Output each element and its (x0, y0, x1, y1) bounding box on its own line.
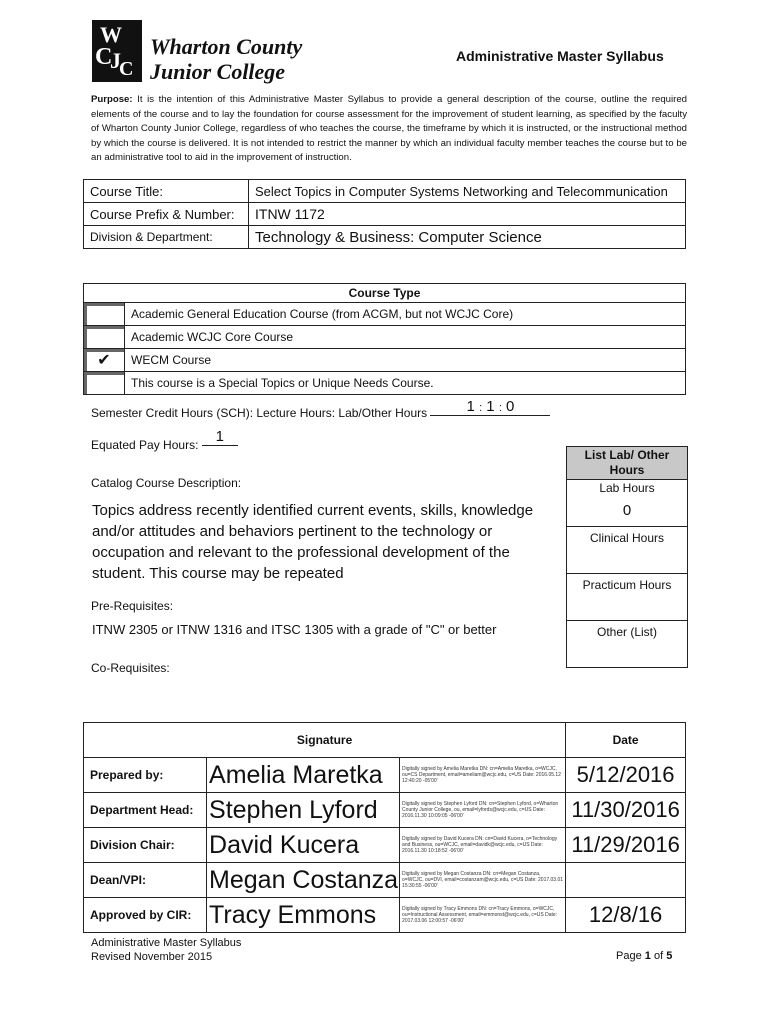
signature-date (566, 863, 686, 898)
date-column-header: Date (566, 723, 686, 758)
course-type-checkbox[interactable] (84, 303, 125, 326)
other-hours-label: Other (List) (567, 620, 687, 643)
college-logo-mark (92, 20, 142, 82)
catalog-label: Catalog Course Description: (91, 476, 242, 490)
signature-row (84, 898, 686, 933)
footer-left (91, 936, 241, 964)
coreq-label: Co-Requisites: (91, 661, 170, 675)
practicum-hours-label: Practicum Hours (567, 573, 687, 620)
sch-line (91, 398, 550, 422)
signature-table (83, 722, 686, 933)
division-label: Division & Department: (84, 226, 249, 249)
logo-letter-w: W (100, 22, 122, 47)
equated-value: 1 (202, 428, 238, 446)
clinical-hours-label: Clinical Hours (567, 526, 687, 573)
sch-label: Semester Credit Hours (SCH): Lecture Hours: Lab/Other Hours (91, 406, 428, 420)
signature-date: 5/12/2016 (566, 758, 686, 793)
course-title-value: Select Topics in Computer Systems Networking and Telecommunication (249, 180, 686, 203)
course-title-label: Course Title: (84, 180, 249, 203)
page-number: 1 (644, 950, 651, 962)
lab-hours-value: 0 (622, 502, 632, 519)
catalog-description: Topics address recently identified current events, skills, knowledge and/or attitudes and behaviors pertinent to the technology or occupation and relevant to the professional development of the student. This course may be repeated (92, 502, 534, 582)
page-of: of (653, 950, 664, 962)
lecture-value: 1 (486, 398, 495, 415)
college-name (150, 34, 302, 84)
purpose-text: It is the intention of this Administrative Master Syllabus to provide a general description of the course, outline the required elements of the course and to lay the foundation for course assessment for the improvement of student learning, as specified by the faculty of Wharton County Junior College, regardless of who teaches the course, the timeframe by which it is instructed, or the instructional method by which the course is delivered. It is not intended to restrict the manner by which an individual faculty member teaches the course but to be an administrative tool to aid in the improvement of instruction. (91, 94, 687, 164)
footer-revised: Revised November 2015 (91, 951, 213, 963)
division-value: Technology & Business: Computer Science (249, 226, 686, 249)
signature-role: Division Chair: (84, 828, 207, 863)
logo-letter-j: J (110, 48, 121, 73)
course-type-label: This course is a Special Topics or Unique Needs Course. (125, 372, 686, 395)
college-name-line2: Junior College (150, 59, 286, 84)
signature-row (84, 863, 686, 898)
signature-row (84, 758, 686, 793)
lecture-separator: : (498, 402, 502, 414)
signature-name: Amelia Maretka (207, 758, 400, 793)
prereq-value: ITNW 2305 or ITNW 1316 and ITSC 1305 with a grade of "C" or better (92, 622, 497, 637)
course-type-checkbox[interactable] (84, 372, 125, 395)
lab-other-value: 0 (506, 398, 515, 415)
signature-name: Tracy Emmons (207, 898, 400, 933)
college-name-line1: Wharton County (150, 34, 303, 59)
logo-letter-c: C (95, 44, 113, 70)
page-indicator (616, 950, 672, 962)
signature-date: 11/29/2016 (566, 828, 686, 863)
signature-role: Dean/VPI: (84, 863, 207, 898)
signature-date: 11/30/2016 (566, 793, 686, 828)
signature-name: Megan Costanza (207, 863, 400, 898)
signature-date: 12/8/16 (566, 898, 686, 933)
digital-signature-note: Digitally signed by Amelia Maretka DN: cn=Amelia Maretka, o=WCJC, ou=CS Department, email=ameliam@wcjc.edu, c=US Date: 2016.05.12 12:40:20 -05'00' (400, 758, 566, 793)
digital-signature-note: Digitally signed by Stephen Lyford DN: cn=Stephen Lyford, o=Wharton County Junior College, ou, email=lyfords@wcjc.edu, c=US Date: 2016.11.30 10:09:05 -06'00' (400, 793, 566, 828)
equated-line (91, 428, 238, 454)
sch-value: 1 (466, 398, 475, 415)
course-type-checkbox[interactable] (84, 326, 125, 349)
digital-signature-note: Digitally signed by Tracy Emmons DN: cn=Tracy Emmons, o=WCJC, ou=Instructional Assessment, email=emmonst@wcjc.edu, c=US Date: 2017.03.06 12:00:57 -06'00' (400, 898, 566, 933)
prereq-label: Pre-Requisites: (91, 599, 174, 613)
footer-doc-name: Administrative Master Syllabus (91, 937, 242, 949)
signature-row (84, 828, 686, 863)
purpose-paragraph (91, 93, 687, 166)
signature-name: Stephen Lyford (207, 793, 400, 828)
signature-column-header: Signature (84, 723, 566, 758)
course-type-label: Academic WCJC Core Course (125, 326, 686, 349)
signature-role: Department Head: (84, 793, 207, 828)
sch-values (430, 398, 550, 416)
course-type-label: WECM Course (125, 349, 686, 372)
signature-role: Prepared by: (84, 758, 207, 793)
lab-hours-header: List Lab/ Other Hours (567, 447, 687, 480)
page-prefix: Page (616, 950, 642, 962)
course-type-header: Course Type (84, 284, 686, 303)
course-type-label: Academic General Education Course (from ACGM, but not WCJC Core) (125, 303, 686, 326)
logo-letter-c2: C (119, 58, 134, 80)
document-title: Administrative Master Syllabus (456, 48, 664, 64)
sch-separator: : (479, 402, 483, 414)
course-type-checkbox[interactable]: ✔ (84, 349, 125, 372)
course-prefix-label: Course Prefix & Number: (84, 203, 249, 226)
lab-hours-box (566, 446, 688, 668)
signature-name: David Kucera (207, 828, 400, 863)
digital-signature-note: Digitally signed by David Kucera DN: cn=David Kucera, o=Technology and Business, ou=WCJC, email=davidk@wcjc.edu, c=US Date: 2016.11.30 10:18:52 -06'00' (400, 828, 566, 863)
purpose-label: Purpose: (91, 94, 133, 105)
course-info-table (83, 179, 686, 249)
course-prefix-value: ITNW 1172 (249, 203, 686, 226)
lab-hours-label: Lab Hours (599, 481, 655, 495)
equated-label: Equated Pay Hours: (91, 438, 199, 452)
digital-signature-note: Digitally signed by Megan Costanza DN: cn=Megan Costanza, o=WCJC, ou=DVI, email=costanzam@wcjc.edu, c=US Date: 2017.03.01 15:30:55 -06'00' (400, 863, 566, 898)
page-total: 5 (666, 950, 673, 962)
signature-row (84, 793, 686, 828)
signature-role: Approved by CIR: (84, 898, 207, 933)
course-type-table (83, 283, 686, 395)
